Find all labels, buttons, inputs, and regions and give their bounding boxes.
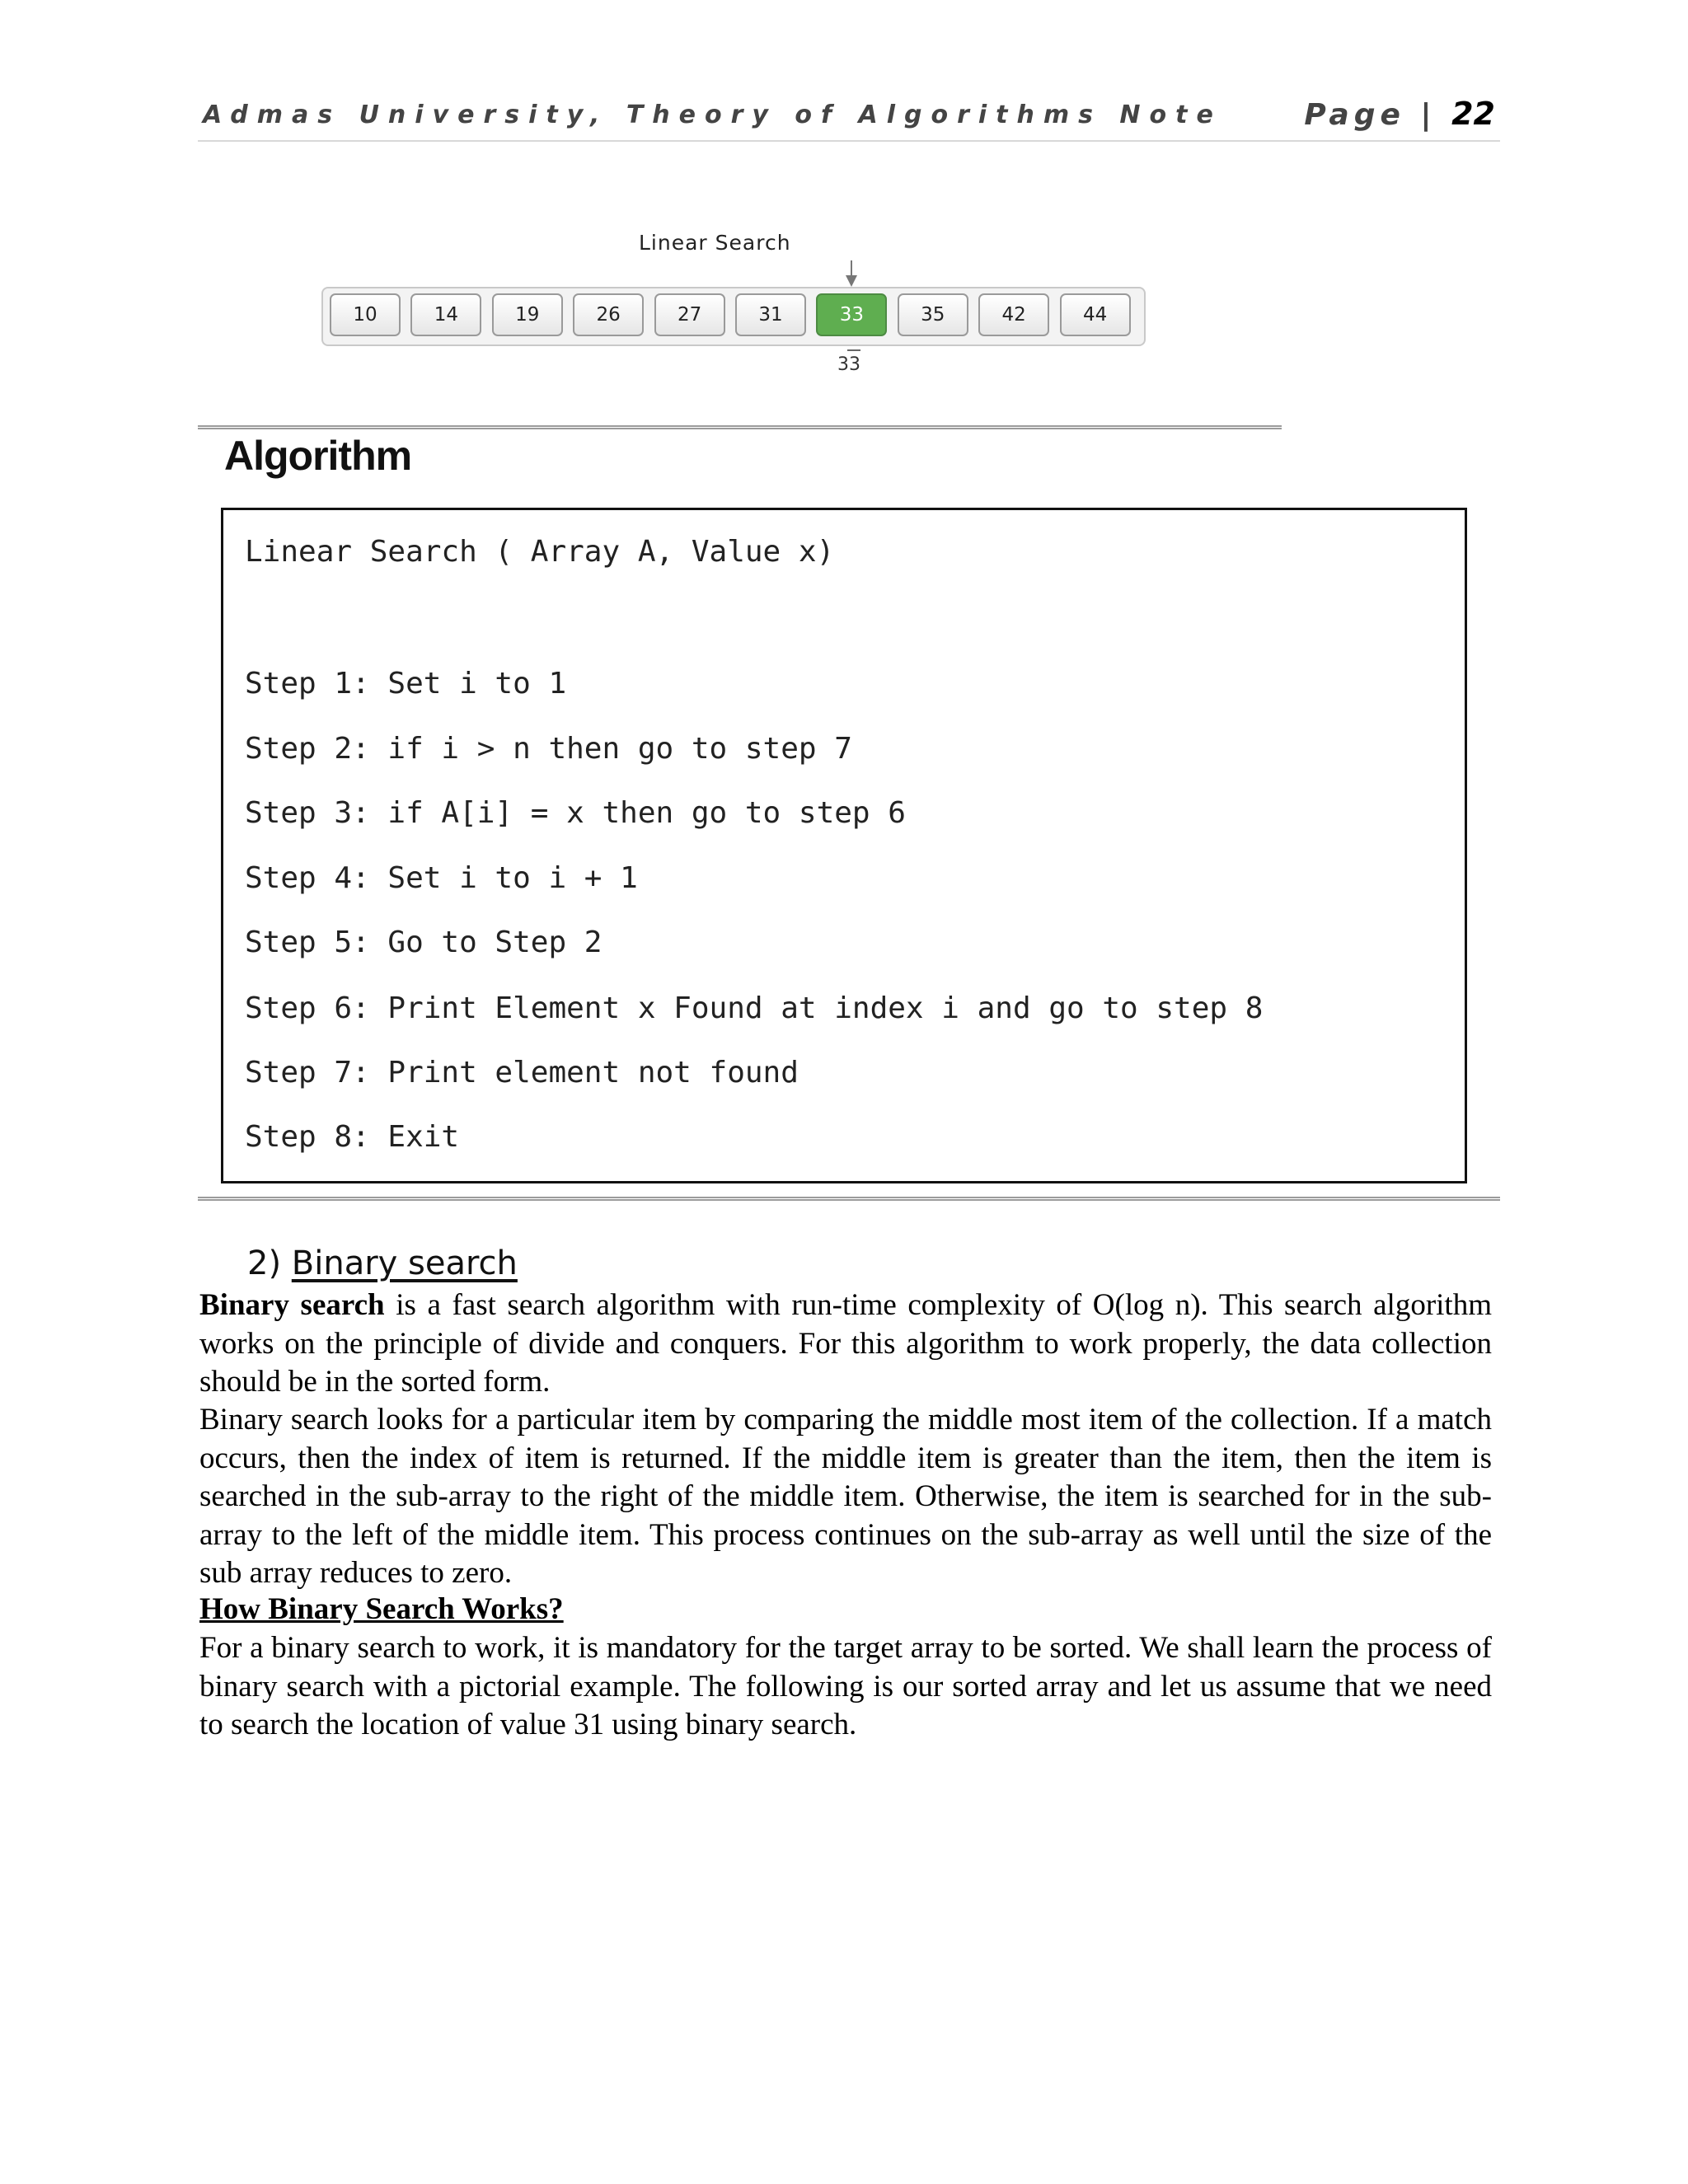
algorithm-heading: Algorithm (224, 433, 412, 479)
term-binary-search: Binary search (199, 1288, 385, 1322)
algorithm-step: Step 4: Set i to i + 1 (245, 861, 638, 895)
how-it-works-heading: How Binary Search Works? (199, 1592, 564, 1626)
array-cell: 42 (978, 293, 1049, 336)
array-cells (321, 287, 1146, 346)
section-divider-top (198, 425, 1282, 429)
array-cell: 35 (898, 293, 968, 336)
figure-title: Linear Search (639, 231, 791, 255)
array-cell: 27 (654, 293, 725, 336)
algorithm-step: Step 8: Exit (245, 1120, 460, 1154)
header-page (1304, 96, 1495, 132)
section-title: Binary search (291, 1244, 518, 1282)
algorithm-signature: Linear Search ( Array A, Value x) (245, 535, 835, 569)
paragraph-intro (199, 1286, 1492, 1402)
section-divider-bottom (198, 1197, 1500, 1201)
arrow-down-icon (846, 260, 857, 288)
search-target: 33 (837, 354, 860, 375)
linear-search-figure (317, 223, 1150, 387)
algorithm-step: Step 6: Print Element x Found at index i and go to step 8 (245, 991, 1264, 1025)
array-cell: 14 (410, 293, 481, 336)
algorithm-step: Step 3: if A[i] = x then go to step 6 (245, 796, 906, 830)
array-cell-found: 33 (816, 293, 887, 336)
array-cell: 10 (330, 293, 401, 336)
array-cell: 31 (735, 293, 806, 336)
paragraph-example: For a binary search to work, it is mandatory for the target array to be sorted. We shall learn the process of binary search with a pictorial example. The following is our sorted array and let us assume that we need to search the location of value 31 using binary search. (199, 1631, 1492, 1741)
binary-search-heading (247, 1244, 518, 1282)
page-header (198, 92, 1500, 142)
array-cell: 44 (1060, 293, 1131, 336)
array-cell: 19 (492, 293, 563, 336)
page-number: 22 (1451, 96, 1495, 132)
array-cell: 26 (573, 293, 644, 336)
algorithm-step: Step 1: Set i to 1 (245, 667, 567, 701)
equals-mark (847, 349, 860, 351)
intro-text: is a fast search algorithm with run-time complexity of O(log n). This search algorithm works on the principle of divide and conquers. For this algorithm to work properly, the data collection should be in the sorted form. (199, 1288, 1492, 1399)
algorithm-step: Step 5: Go to Step 2 (245, 926, 603, 959)
section-number: 2) (247, 1244, 282, 1282)
paragraph-process: Binary search looks for a particular item by comparing the middle most item of the collection. If a match occurs, then the index of item is returned. If the middle item is greater than the item, then the item is searched in the sub-array to the right of the middle item. Otherwise, the item is searched for in the sub-array to the left of the middle item. This process continues on the sub-array as well until the size of the sub array reduces to zero. (199, 1403, 1492, 1590)
header-title: Admas University, Theory of Algorithms Note (203, 101, 1222, 129)
page-label: Page | (1304, 98, 1437, 132)
algorithm-box (221, 508, 1467, 1183)
algorithm-step: Step 2: if i > n then go to step 7 (245, 732, 852, 766)
algorithm-step: Step 7: Print element not found (245, 1056, 799, 1090)
header-divider (198, 140, 1500, 142)
